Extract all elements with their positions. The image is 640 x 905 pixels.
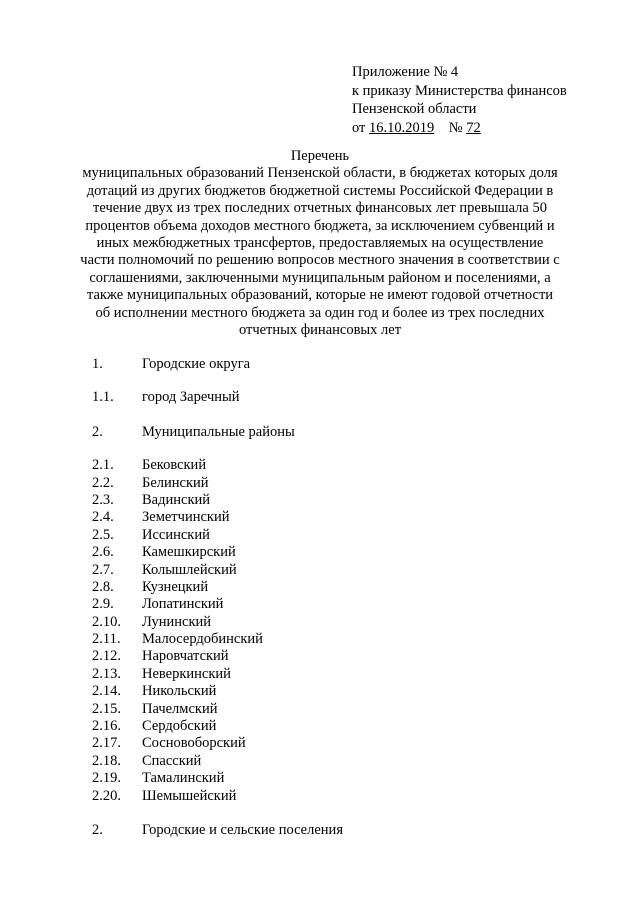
item-number: 2.10. [92,613,121,630]
item-number: 2.14. [92,683,121,700]
item-label: Белинский [142,474,209,491]
document-title [60,148,580,339]
item-label: Сосновоборский [142,735,246,752]
item-label: Никольский [142,683,217,700]
list-item [92,648,592,665]
list-item [92,631,592,648]
order-date: 16.10.2019 [369,119,435,136]
list-item [92,457,592,474]
order-reference: к приказу Министерства финансов [352,82,567,99]
section-spacer [92,805,592,822]
item-label: Малосердобинский [142,631,263,648]
list-item [92,788,592,805]
item-number: 2.18. [92,752,121,769]
item-number: 2.16. [92,718,121,735]
title-heading: Перечень [290,148,350,164]
item-number: 2.3. [92,491,114,508]
list-item [92,683,592,700]
title-line: процентов объема доходов местного бюджета, за исключением субвенций и [85,217,555,234]
item-number: 2.11. [92,631,121,648]
item-number: 2.9. [92,596,114,613]
item-number: 2.6. [92,544,114,561]
item-label: Тамалинский [142,770,225,787]
item-label: Лопатинский [142,596,224,613]
appendix-number: Приложение № 4 [352,64,459,80]
list-item [92,492,592,509]
section-spacer [92,373,592,389]
item-number: 2.20. [92,787,121,804]
item-label: Наровчатский [142,648,229,665]
section-label: Городские округа [142,356,251,372]
list-item [92,753,592,770]
item-number: 2.15. [92,700,121,717]
item-number: 1.1. [92,389,114,406]
item-label: Кузнецкий [142,578,209,595]
item-number: 2.4. [92,509,114,526]
section-number: 2. [92,821,103,838]
section-heading [92,356,592,373]
item-number: 2.2. [92,474,114,491]
title-line: отчетных финансовых лет [238,322,402,339]
item-number: 2.7. [92,561,114,578]
list-item [92,735,592,752]
section-spacer [92,407,592,424]
list-item [92,718,592,735]
item-number: 2.17. [92,735,121,752]
item-number: 2.19. [92,770,121,787]
item-label: Лунинский [142,613,212,630]
title-text [60,165,580,339]
item-label: Вадинский [142,491,211,508]
title-line: иных межбюджетных трансфертов, предоставляемых на осуществление [96,235,544,252]
item-label: Камешкирский [142,544,236,561]
municipality-list [92,356,592,839]
list-item [92,562,592,579]
order-number: 72 [466,119,481,136]
item-number: 2.8. [92,578,114,595]
item-number: 2.5. [92,526,114,543]
list-item [92,475,592,492]
item-number: 2.13. [92,665,121,682]
section-number: 2. [92,423,103,440]
item-label: Колышлейский [142,561,237,578]
item-label: Пачелмский [142,700,218,717]
section-heading [92,424,592,441]
list-item [92,579,592,596]
section-label: Муниципальные районы [142,423,295,440]
title-line: об исполнении местного бюджета за один год и более из трех последних [95,304,545,321]
item-label: Иссинский [142,526,210,543]
list-item [92,701,592,718]
date-prefix: от [352,119,366,136]
list-item [92,596,592,613]
list-item [92,666,592,683]
item-label: Бековский [142,457,207,474]
list-item [92,527,592,544]
title-line: соглашениями, заключенными муниципальным районом и поселениями, а [89,269,551,286]
item-number: 2.1. [92,457,114,474]
section-heading [92,822,592,839]
item-label: Неверкинский [142,665,231,682]
region-name: Пензенской области [352,101,477,117]
list-item [92,770,592,787]
item-label: Сердобский [142,718,217,735]
list-item [92,614,592,631]
appendix-header [352,63,567,137]
title-line: части полномочий по решению вопросов местного значения в соответствии с [80,252,560,269]
title-line: муниципальных образований Пензенской области, в бюджетах которых доля [82,165,558,182]
section-number: 1. [92,356,103,372]
item-label: Шемышейский [142,787,237,804]
title-line: дотаций из других бюджетов бюджетной системы Российской Федерации в [86,182,554,199]
item-number: 2.12. [92,648,121,665]
item-label: Земетчинский [142,509,230,526]
title-line: течение двух из трех последних отчетных финансовых лет превышала 50 [93,200,547,217]
item-label: город Заречный [142,389,240,406]
item-label: Спасский [142,752,202,769]
section-label: Городские и сельские поселения [142,821,343,838]
list-item [92,389,592,406]
list-item [92,509,592,526]
section-spacer [92,441,592,457]
list-item [92,544,592,561]
title-line: также муниципальных образований, которые не имеют годовой отчетности [86,287,554,304]
order-date-line [352,119,567,138]
number-prefix: № [448,119,463,136]
